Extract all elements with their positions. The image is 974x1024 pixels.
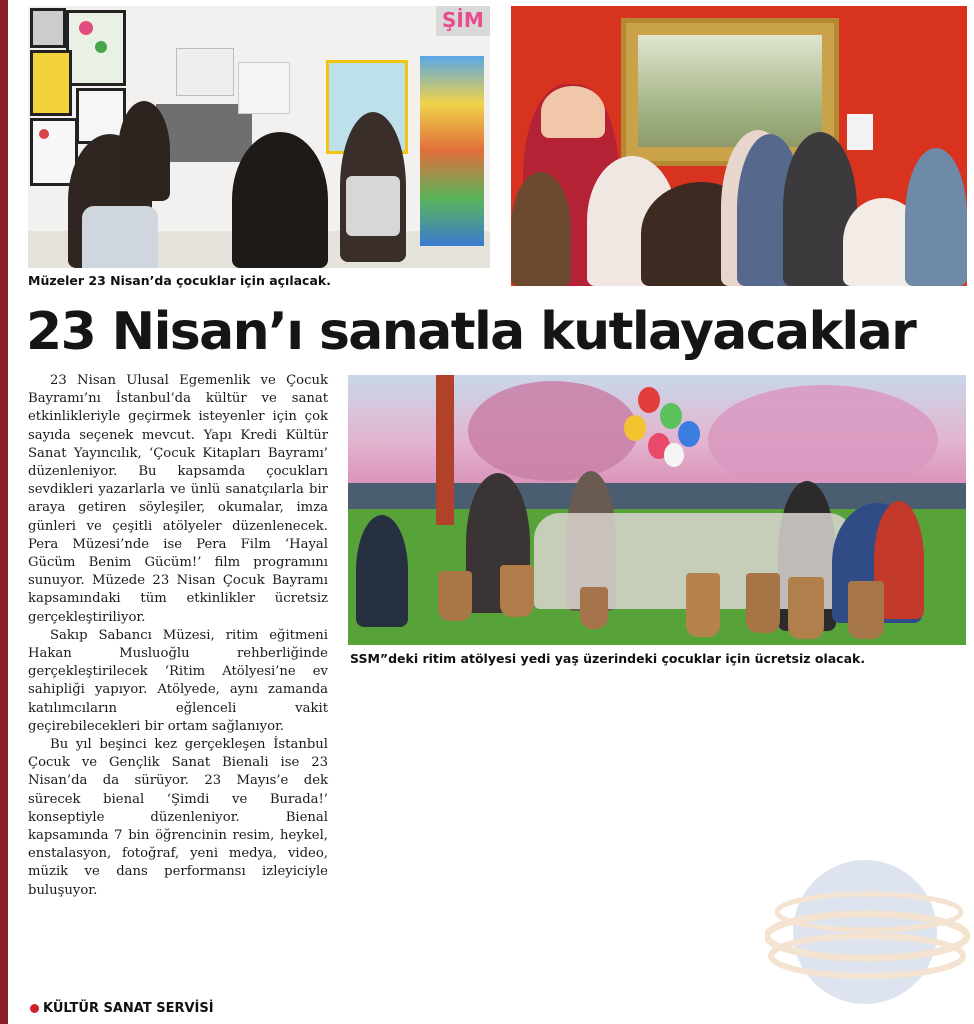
planet-ring-watermark-icon [765,860,970,1020]
drum-workshop-photo [348,375,966,645]
museum-children-photo [511,6,967,286]
sign-text: ŞİM [442,8,484,32]
article-paragraph: 23 Nisan Ulusal Egemenlik ve Çocuk Bayramı’nı İstanbul’da kültür ve sanat etkinlikleriyle geçirmek isteyenler için çok sayıda seçenek mevcut. Yapı Kredi Kültür Sanat Yayıncılık, ‘Çocuk Kitapları Bayramı’ düzenleniyor. Bu kapsamda çocukları sevdikleri yazarlarla ve ünlü sanatçılarla bir araya getiren söyleşiler, okumalar, imza günleri ve çeşitli atölyeler düzenlenecek. Pera Müzesi’nde ise Pera Film ‘Hayal Gücüm Benim Gücüm!’ film programını sunuyor. Müzede 23 Nisan Çocuk Bayramı kapsamındaki tüm etkinlikler ücretsiz gerçekleştiriliyor. [28,373,328,625]
drum-photo-caption: SSM”deki ritim atölyesi yedi yaş üzerindeki çocuklar için ücretsiz olacak. [350,651,866,666]
article-body [28,372,328,900]
gallery-photo-caption: Müzeler 23 Nisan’da çocuklar için açılacak. [28,273,331,288]
page-edge-strip [0,0,8,1024]
byline-dot-icon [30,1004,39,1013]
article-paragraph: Sakıp Sabancı Müzesi, ritim eğitmeni Hakan Musluoğlu rehberliğinde gerçekleştirilecek ‘Ritim Atölyesi’ne ev sahipliği yapıyor. Atölyede, aynı zamanda katılımcıların eğlenceli vakit geçirebilecekleri bir ortam sağlanıyor. [28,627,328,734]
headline: 23 Nisan’ı sanatla kutlayacaklar [26,302,916,362]
gallery-children-photo [28,6,490,268]
byline [30,1001,214,1016]
byline-text: KÜLTÜR SANAT SERVİSİ [43,1001,214,1016]
article-paragraph: Bu yıl beşinci kez gerçekleşen İstanbul Çocuk ve Gençlik Sanat Bienali ise 23 Nisan’da da sürüyor. 23 Mayıs’e dek sürecek bienal ‘Şimdi ve Burada!’ konseptiyle düzenleniyor. Bienal kapsamında 7 bin öğrencinin resim, heykel, enstalasyon, fotoğraf, yeni medya, video, müzik ve dans performansı izleyiciyle buluşuyor. [28,737,328,898]
